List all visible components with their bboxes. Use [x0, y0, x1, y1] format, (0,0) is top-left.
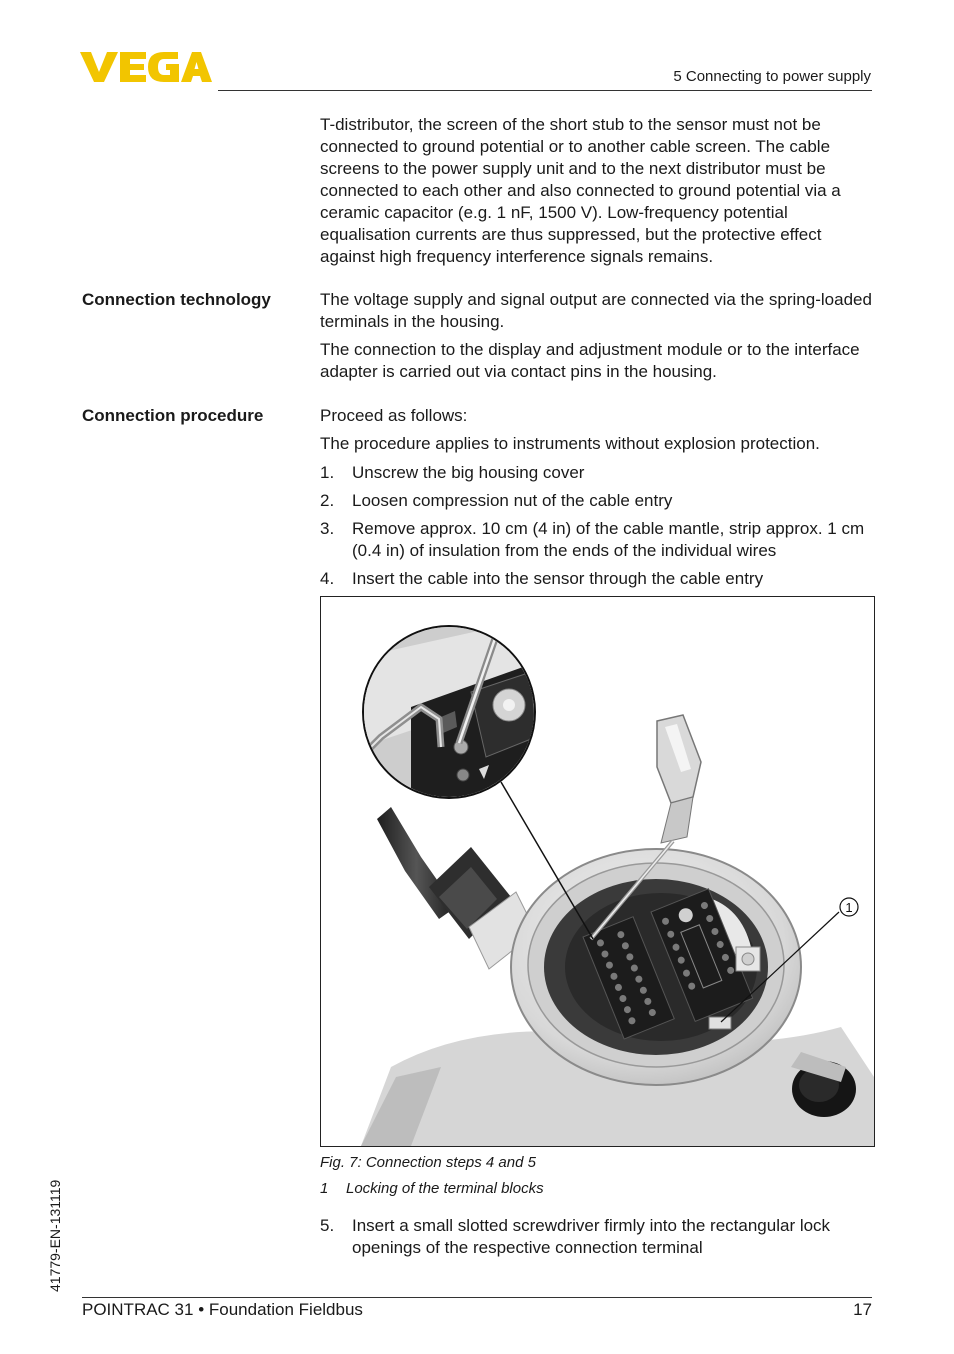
step-text: Remove approx. 10 cm (4 in) of the cable mantle, strip approx. 1 cm (0.4 in) of insulation from the ends of the individual wires [352, 519, 865, 560]
step-number: 3. [320, 519, 335, 538]
connection-technology-heading: Connection technology [82, 290, 271, 309]
connection-technology-paragraph-1: The voltage supply and signal output are connected via the spring-loaded terminals in the housing. [320, 290, 872, 331]
footer-title: POINTRAC 31 • Foundation Fieldbus [82, 1300, 363, 1319]
procedure-note: The procedure applies to instruments without explosion protection. [320, 434, 820, 453]
figure-connection-steps [320, 596, 875, 1147]
connection-technology-paragraph-2: The connection to the display and adjustment module or to the interface adapter is carried out via contact pins in the housing. [320, 340, 860, 381]
legend-number: 1 [320, 1180, 329, 1197]
document-code: 41779-EN-131119 [47, 1179, 63, 1292]
page-number: 17 [853, 1300, 872, 1319]
procedure-intro: Proceed as follows: [320, 406, 468, 425]
step-number: 1. [320, 463, 335, 482]
header-section-title: 5 Connecting to power supply [673, 68, 871, 85]
callout-number: 1 [845, 900, 853, 915]
figure-caption: Fig. 7: Connection steps 4 and 5 [320, 1154, 536, 1171]
legend-text: Locking of the terminal blocks [346, 1180, 544, 1197]
connection-procedure-heading: Connection procedure [82, 406, 264, 425]
intro-paragraph: T-distributor, the screen of the short stub to the sensor must not be connected to ground potential or to another cable screen. The cable screens to the power supply unit and to the next distributor must be connected to each other and also connected to ground potential via a ceramic capacitor (e.g. 1 nF, 1500 V). Low-frequency potential equalisation currents are thus suppressed, but the protective effect against high frequency interference signals remains. [320, 115, 841, 266]
step-text: Unscrew the big housing cover [352, 463, 585, 482]
step-number: 5. [320, 1216, 335, 1235]
header-rule [218, 90, 872, 91]
connection-illustration [321, 597, 874, 1146]
step-text: Insert the cable into the sensor through the cable entry [352, 569, 764, 588]
footer-rule [82, 1297, 872, 1298]
step-number: 2. [320, 491, 335, 510]
step-text: Loosen compression nut of the cable entry [352, 491, 673, 510]
step-text: Insert a small slotted screwdriver firmly into the rectangular lock openings of the respective connection terminal [352, 1216, 831, 1257]
vega-logo [80, 50, 212, 84]
step-number: 4. [320, 569, 335, 588]
